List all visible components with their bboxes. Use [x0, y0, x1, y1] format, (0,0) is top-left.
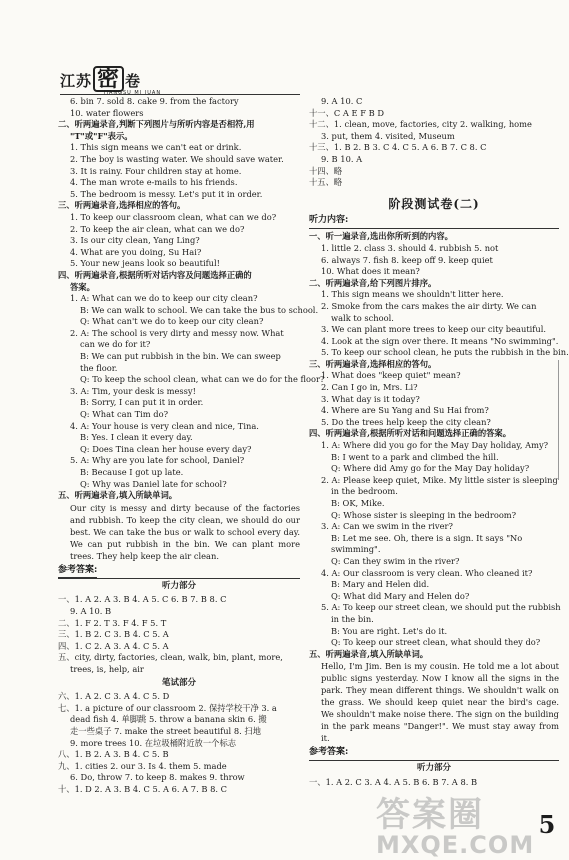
dialogue-line: 4. A: Your house is very clean and nice, Tina. — [70, 420, 259, 431]
text-line: 1. To keep our classroom clean, what can we do? — [70, 211, 277, 222]
question-heading: 四、听两遍录音,根据所听对话内容及问题选择正确的 — [58, 269, 252, 280]
text-line: 10. water flowers — [70, 107, 144, 118]
text-line: 2. The boy is wasting water. We should save water. — [70, 153, 284, 164]
answer-line: 六、1. A 2. C 3. A 4. C 5. D — [58, 691, 170, 702]
writing-part-title: 笔试部分 — [161, 677, 196, 688]
answer-line: 9. A 10. C — [321, 96, 363, 106]
dialogue-line: 1. A: What can we do to keep our city clean? — [70, 293, 258, 304]
question-heading: 五、听两遍录音,填入所缺单词。 — [58, 490, 178, 501]
answer-line: 九、1. cities 2. our 3. Is 4. them 5. made — [58, 760, 227, 771]
text-line: 1. What does "keep quiet" mean? — [321, 370, 461, 381]
text-line: 1. little 2. class 3. should 4. rubbish 5. not — [321, 242, 499, 253]
brand-mid: 密 — [93, 66, 124, 92]
answer-line: 9. B 10. A — [321, 153, 363, 164]
header-divider — [60, 94, 300, 95]
text-line: 3. We can plant more trees to keep our city beautiful. — [321, 324, 547, 335]
question-heading: "T"或"F"表示。 — [70, 130, 133, 141]
answer-line: 十二、1. clean, move, factories, city 2. walking, home — [309, 119, 532, 130]
brand-left: 江苏 — [60, 72, 93, 90]
page-edge-tab — [558, 360, 567, 480]
text-line: 2. Smoke from the cars makes the air dirty. We can — [321, 300, 537, 311]
page-number: 5 — [538, 810, 556, 839]
dialogue-line: B: Because I got up late. — [80, 467, 184, 477]
dialogue-line: Q: Can they swim in the river? — [331, 555, 460, 566]
answer-line: dead fish 4. 单脚跳 5. throw a banana skin 6. 搬 — [70, 714, 267, 725]
dialogue-line: B: We can put rubbish in the bin. We can sweep — [80, 351, 281, 362]
answer-line: 6. Do, throw 7. to keep 8. makes 9. throw — [70, 772, 245, 783]
passage: Our city is messy and dirty because of the factories and rubbish. To keep the city clean, we should do our best. We can take the bus or walk to school every day. We can put rubbish in the bin. We can plant more trees. They help keep the air clean. — [70, 502, 300, 561]
answer-line: 十、1. D 2. A 3. B 4. C 5. A 6. A 7. B 8. C — [58, 783, 228, 794]
watermark — [376, 795, 546, 860]
answer-line: 十一、C A E F B D — [309, 107, 384, 118]
dialogue-line: Q: What did Mary and Helen do? — [331, 590, 470, 601]
text-line: walk to school. — [331, 312, 394, 323]
dialogue-line: Q: Whose sister is sleeping in the bedroom? — [331, 509, 517, 520]
brand-header — [60, 60, 220, 96]
dialogue-line: Q: What can't we do to keep our city clean? — [80, 316, 264, 327]
listening-part-title: 听力部分 — [416, 763, 451, 774]
answer-line: 八、1. B 2. A 3. B 4. C 5. B — [58, 749, 169, 760]
listening-header-row — [309, 214, 559, 229]
text-line: 3. What day is it today? — [321, 393, 420, 404]
answer-line: 十三、1. B 2. B 3. C 4. C 5. A 6. B 7. C 8. C — [309, 142, 487, 153]
question-heading: 二、听两遍录音,给下列图片排序。 — [309, 277, 437, 288]
answer-line: 一、1. A 2. C 3. A 4. A 5. B 6. B 7. A 8. B — [309, 776, 478, 787]
section-title: 阶段测试卷(二) — [388, 196, 480, 211]
text-line: 2. To keep the air clean, what can we do? — [70, 223, 245, 234]
text-line: 4. Look at the sign over there. It means "No swimming". — [321, 335, 559, 346]
dialogue-line: B: Mary and Helen did. — [331, 579, 430, 590]
dialogue-line: in the bin. — [331, 613, 374, 624]
left-column — [58, 96, 325, 795]
text-line: 3. Is our city clean, Yang Ling? — [70, 235, 200, 246]
dialogue-line: B: Sorry, I can put it in order. — [80, 397, 204, 408]
dialogue-line: the floor. — [80, 362, 118, 373]
dialogue-line: 3. A: Tim, your desk is messy! — [70, 385, 196, 396]
answer-heading-row — [58, 564, 300, 579]
answer-line: 一、1. A 2. A 3. B 4. A 5. C 6. B 7. B 8. C — [58, 594, 227, 605]
text-line: 4. What are you doing, Su Hai? — [70, 246, 202, 257]
right-column — [309, 96, 569, 789]
brand-logo — [60, 66, 141, 92]
answer-line: 走一些桌子 7. make the street beautiful 8. 扫地 — [70, 725, 261, 736]
dialogue-line: B: OK, Mike. — [331, 498, 385, 508]
listening-content-title: 听力内容: — [309, 214, 348, 229]
dialogue-line: 5. A: To keep our street clean, we should put the rubbish — [321, 602, 561, 613]
dialogue-line: 2. A: Please keep quiet, Mike. My little sister is sleeping — [321, 474, 558, 485]
dialogue-line: Q: Where did Amy go for the May Day holiday? — [331, 463, 530, 474]
text-line: 4. Where are Su Yang and Su Hai from? — [321, 405, 489, 416]
answer-line: 9. A 10. B — [70, 605, 112, 616]
text-line: 5. Your new jeans look so beautiful! — [70, 258, 221, 269]
text-line: 1. This sign means we can't eat or drink. — [70, 142, 242, 153]
answer-line: 9. more trees 10. 在垃圾桶附近放一个标志 — [70, 737, 237, 748]
answer-line: 3. put, them 4. visited, Museum — [321, 130, 455, 141]
brand-subtitle: JIANGSU MI JUAN — [104, 90, 162, 96]
text-line: 6. bin 7. sold 8. cake 9. from the factory — [70, 96, 239, 106]
question-heading: 二、听两遍录音,判断下列图片与所听内容是否相符,用 — [58, 119, 255, 130]
dialogue-line: Q: What can Tim do? — [80, 409, 169, 420]
text-line: 5. To keep our school clean, he puts the rubbish in the bin. — [321, 347, 569, 358]
watermark-line1: 答案圈 — [376, 795, 484, 835]
answer-line: 五、city, dirty, factories, clean, walk, bin, plant, more, — [58, 652, 283, 663]
watermark-line2: MXQE.COM — [376, 831, 535, 859]
dialogue-line: B: We can walk to school. We can take the bus to school. — [80, 304, 319, 315]
dialogue-line: 4. A: Our classroom is very clean. Who cleaned it? — [321, 567, 533, 578]
passage: Hello, I'm Jim. Ben is my cousin. He told me a lot about public signs yesterday. Now I know all the signs in the park. They mean different things. We shouldn't walk on the grass. We should keep quiet near the bird's cage. We shouldn't make noise there. The sign on the building in the park means "Danger!". We must stay away from it. — [321, 661, 559, 744]
answer-line: 四、1. C 2. A 3. A 4. C 5. A — [58, 640, 169, 651]
text-line: 5. Do the trees help keep the city clean? — [321, 416, 491, 427]
question-heading: 三、听两遍录音,选择相应的答句。 — [58, 200, 186, 211]
text-line: 1. This sign means we shouldn't litter here. — [321, 289, 504, 300]
answer-line: 十四、略 — [309, 165, 343, 176]
dialogue-line: B: Yes. I clean it every day. — [80, 432, 193, 443]
answer-line: 三、1. B 2. C 3. B 4. C 5. A — [58, 629, 169, 640]
answer-line: 二、1. F 2. T 3. F 4. F 5. T — [58, 617, 167, 628]
dialogue-line: swimming". — [331, 544, 381, 555]
answer-line: trees, is, help, air — [70, 663, 144, 674]
text-line: 5. The bedroom is messy. Let's put it in order. — [70, 188, 263, 199]
question-heading: 一、听一遍录音,选出你所听到的内容。 — [309, 231, 453, 242]
dialogue-line: Q: To keep our street clean, what should they do? — [331, 637, 541, 648]
listening-part-title: 听力部分 — [161, 580, 196, 591]
question-heading: 四、听两遍录音,根据所听对话和问题选择正确的答案。 — [309, 428, 512, 439]
dialogue-line: Q: Why was Daniel late for school? — [80, 478, 227, 489]
brand-right: 卷 — [125, 72, 142, 90]
dialogue-line: B: Let me see. Oh, there is a sign. It says "No — [331, 532, 523, 543]
dialogue-line: in the bedroom. — [331, 486, 398, 497]
dialogue-line: Q: Does Tina clean her house every day? — [80, 443, 252, 454]
dialogue-line: 5. A: Why are you late for school, Daniel? — [70, 455, 245, 466]
dialogue-line: 1. A: Where did you go for the May Day holiday, Amy? — [321, 440, 549, 451]
dialogue-line: B: I went to a park and climbed the hill. — [331, 451, 499, 462]
text-line: 2. Can I go in, Mrs. Li? — [321, 382, 418, 393]
text-line: 3. It is rainy. Four children stay at home. — [70, 165, 242, 176]
dialogue-line: 3. A: Can we swim in the river? — [321, 521, 453, 532]
question-heading: 三、听两遍录音,选择相应的答句。 — [309, 358, 437, 369]
dialogue-line: can we do for it? — [80, 339, 151, 350]
question-heading: 五、听两遍录音,填入所缺单词。 — [309, 648, 429, 659]
text-line: 6. always 7. fish 8. keep off 9. keep quiet — [321, 254, 493, 265]
text-line: 10. What does it mean? — [321, 266, 420, 277]
question-heading: 答案。 — [70, 281, 95, 292]
dialogue-line: B: You are right. Let's do it. — [331, 625, 448, 636]
answer-heading-row — [309, 746, 559, 761]
answer-line: 十五、略 — [309, 177, 343, 188]
dialogue-line: 2. A: The school is very dirty and messy now. What — [70, 327, 284, 338]
answer-title: 参考答案: — [309, 746, 348, 761]
text-line: 4. The man wrote e-mails to his friends. — [70, 177, 238, 188]
answer-title: 参考答案: — [58, 564, 97, 579]
dialogue-line: Q: To keep the school clean, what can we do for the floor? — [80, 374, 325, 385]
answer-line: 七、1. a picture of our classroom 2. 保持学校干净 3. a — [58, 702, 277, 713]
